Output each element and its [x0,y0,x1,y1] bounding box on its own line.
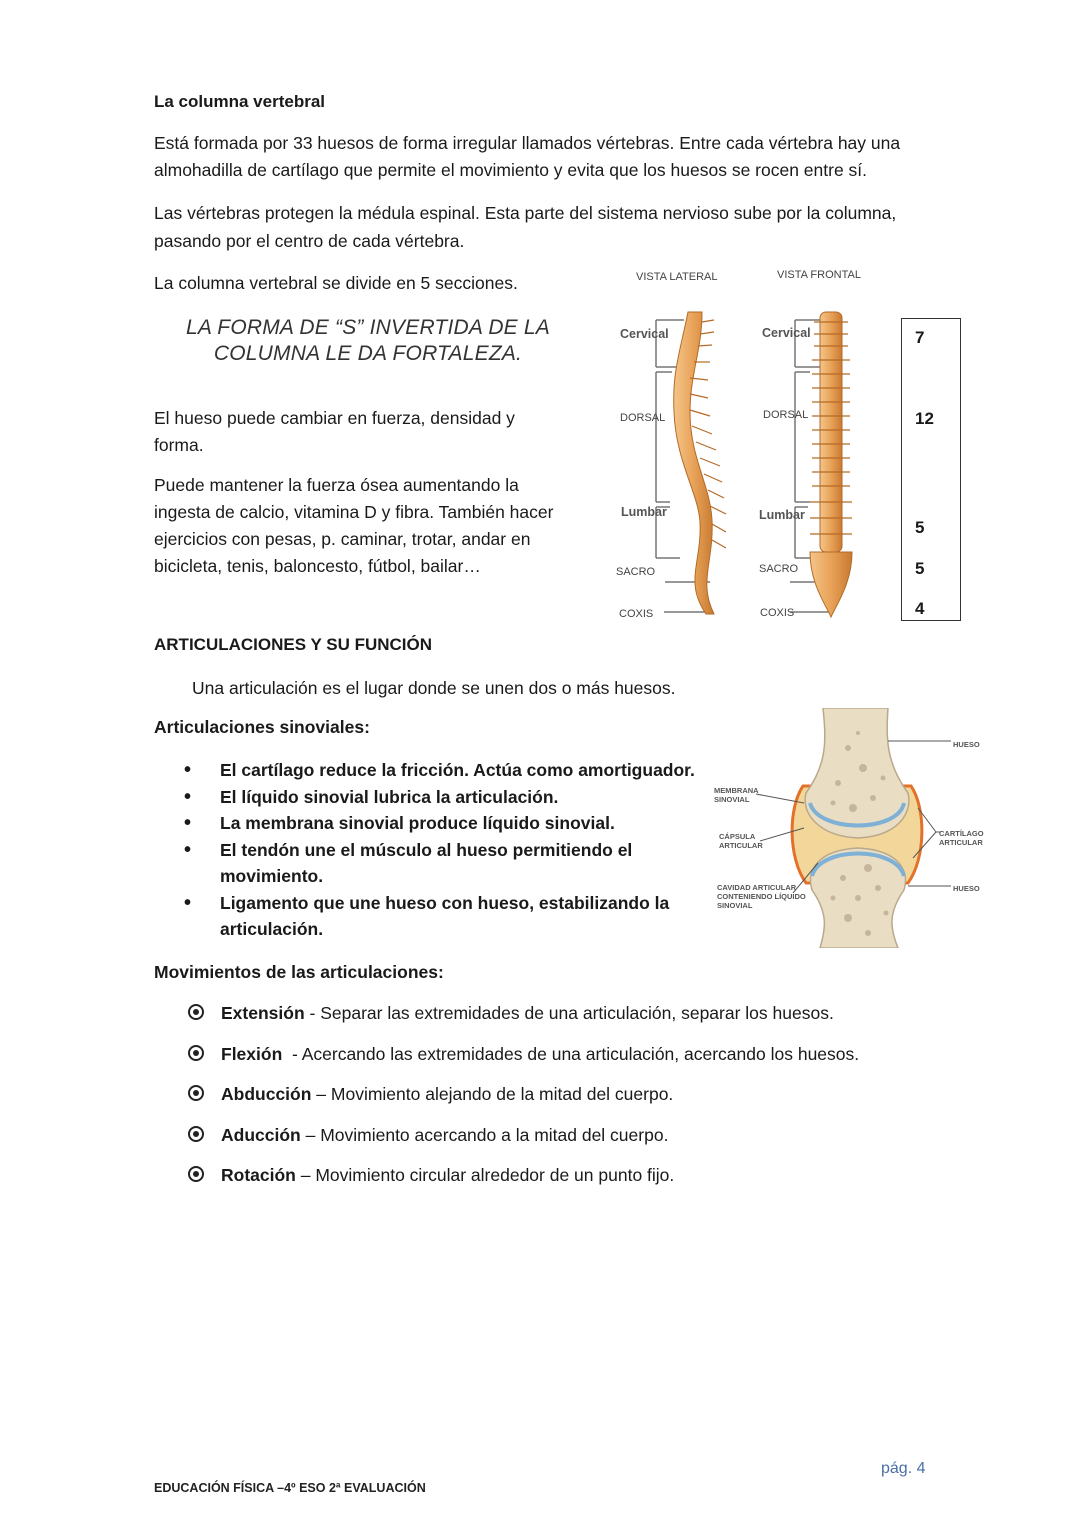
spine-section-title: La columna vertebral [154,92,326,111]
spine-para5-line3: ejercicios con pesas, p. caminar, trotar, andar en [154,529,531,549]
spine-para2-line2: pasando por el centro de cada vértebra. [154,231,465,251]
label-hueso-top: HUESO [953,740,980,749]
label-vista-frontal: VISTA FRONTAL [777,269,861,281]
lateral-spine [674,312,726,614]
spine-para4-line1: El hueso puede cambiar en fuerza, densidad y [154,408,515,428]
count-cervical: 7 [915,328,925,347]
count-sacro: 5 [915,559,925,578]
page-number: pág. 4 [881,1460,926,1477]
movement-desc: – Movimiento circular alrededor de un punto fijo. [295,1165,675,1185]
radio-bullet-icon [188,1166,204,1182]
movement-term: Abducción [221,1084,312,1104]
spine-para4-line2: forma. [154,435,204,455]
frontal-cervical: Cervical [762,326,811,340]
radio-bullet-icon [188,1004,204,1020]
list-item [154,837,714,890]
spine-para5-line2: ingesta de calcio, vitamina D y fibra. También hacer [154,502,554,522]
label-cartilago: CARTÍLAGO ARTICULAR [939,829,984,847]
count-dorsal: 12 [915,409,934,428]
label-cavidad-l2: CONTENIENDO LÍQUIDO [717,892,806,901]
movement-desc: – Movimiento acercando a la mitad del cuerpo. [300,1125,669,1145]
joints-intro: Una articulación es el lugar donde se unen dos o más huesos. [192,678,676,698]
list-item: • La membrana sinovial produce líquido sinovial. [154,810,714,837]
vertebra-count-box [901,318,961,621]
lateral-dorsal: DORSAL [620,412,666,424]
frontal-dorsal: DORSAL [763,409,809,421]
bullet5-line1: Ligamento que une hueso con hueso, estabilizando la [220,892,670,913]
frontal-spine [810,312,852,617]
joint-diagram [708,708,1028,948]
movement-desc: - Acercando las extremidades de una articulación, acercando los huesos. [282,1044,860,1064]
spine-para5-line4: bicicleta, tenis, baloncesto, fútbol, bailar… [154,556,481,576]
lateral-coxis: COXIS [619,608,654,620]
movement-item [188,1163,674,1187]
spine-para2-line1: Las vértebras protegen la médula espinal. Esta parte del sistema nervioso sube por la columna, [154,203,897,223]
spine-para1-line1: Está formada por 33 huesos de forma irregular llamados vértebras. Entre cada vértebra hay una [154,133,901,153]
bullet4-line1: El tendón une el músculo al hueso permitiendo el [220,839,633,860]
lateral-cervical: Cervical [620,327,669,341]
synovial-list [154,757,714,943]
lateral-sacro: SACRO [616,566,656,578]
spine-para1-line2: almohadilla de cartílago que permite el movimiento y evita que los huesos se rocen entre sí. [154,160,868,180]
joint-illustration [708,708,1028,948]
label-membrana-l1: MEMBRANA [714,786,759,795]
bullet4-line2: movimiento. [220,866,324,886]
joints-section-title: ARTICULACIONES Y SU FUNCIÓN [154,635,433,654]
label-capsula-l2: ARTICULAR [719,841,763,850]
list-item: • El líquido sinovial lubrica la articulación. [154,784,714,811]
frontal-sacro: SACRO [759,563,799,575]
footer-course: EDUCACIÓN FÍSICA –4º ESO 2ª EVALUACIÓN [154,1481,426,1495]
slogan-line1: LA FORMA DE “S” INVERTIDA DE LA [185,316,551,339]
frontal-lumbar: Lumbar [759,508,805,522]
movements-title: Movimientos de las articulaciones: [154,962,444,982]
list-item: • El cartílago reduce la fricción. Actúa como amortiguador. [154,757,714,784]
movement-item [188,1042,859,1066]
radio-bullet-icon [188,1085,204,1101]
movement-term: Aducción [221,1125,301,1145]
movement-desc: - Separar las extremidades de una articulación, separar los huesos. [304,1003,834,1023]
lateral-lumbar: Lumbar [621,505,667,519]
movement-item [188,1082,673,1106]
label-hueso-bottom: HUESO [953,884,980,893]
radio-bullet-icon [188,1126,204,1142]
label-capsula [719,832,763,850]
spine-para5-line1: Puede mantener la fuerza ósea aumentando la [154,475,519,495]
movement-desc: – Movimiento alejando de la mitad del cuerpo. [311,1084,674,1104]
spine-para3: La columna vertebral se divide en 5 secciones. [154,273,518,293]
movement-item [188,1001,834,1025]
label-vista-lateral: VISTA LATERAL [636,271,718,283]
movement-term: Flexión [221,1044,283,1064]
synovial-title: Articulaciones sinoviales: [154,717,370,737]
count-coxis: 4 [915,599,925,618]
label-cavidad [717,883,806,910]
label-capsula-l1: CÁPSULA [719,832,756,841]
label-membrana-l2: SINOVIAL [714,795,750,804]
bullet5-line2: articulación. [220,919,324,939]
frontal-coxis: COXIS [760,607,795,619]
label-cavidad-l3: SINOVIAL [717,901,753,910]
movement-item [188,1123,668,1147]
label-cavidad-l1: CAVIDAD ARTICULAR [717,883,797,892]
list-item [154,890,714,943]
movement-term: Extensión [221,1003,305,1023]
radio-bullet-icon [188,1045,204,1061]
label-membrana [714,786,759,804]
slogan-line2: COLUMNA LE DA FORTALEZA. [213,342,523,365]
spine-diagram [610,262,880,622]
slogan [154,315,582,367]
count-lumbar: 5 [915,518,925,537]
movement-term: Rotación [221,1165,296,1185]
